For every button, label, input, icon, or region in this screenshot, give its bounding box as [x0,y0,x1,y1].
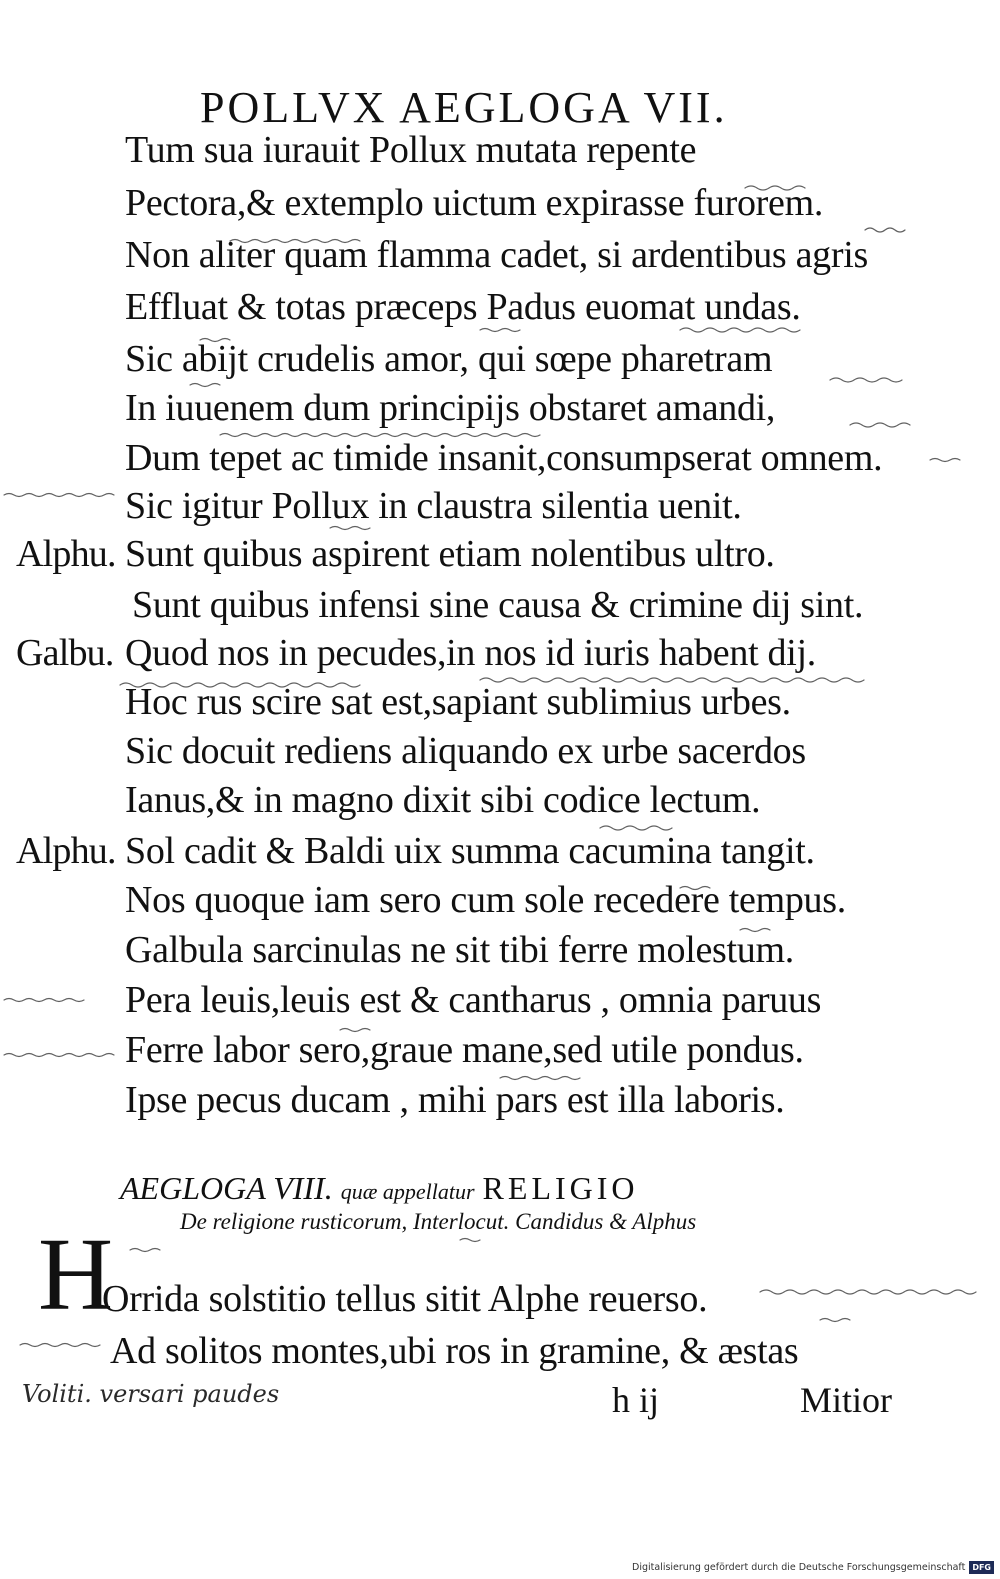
verse-line: Quod nos in pecudes,in nos id iuris habent dij. [125,632,816,674]
verse-line: Sunt quibus aspirent etiam nolentibus ultro. [125,533,775,575]
verse-line: In iuuenem dum principijs obstaret amandi, [125,387,776,429]
verse-line: Ipse pecus ducam , mihi pars est illa laboris. [125,1079,785,1121]
signature-mark: h ij [612,1380,660,1420]
verse-line: Sic docuit rediens aliquando ex urbe sacerdos [125,730,806,772]
handwritten-margin-note: Voliti. versari paudes [22,1380,280,1408]
eclogue-appellatur: quæ appellatur [340,1179,475,1204]
verse-line: Ianus,& in magno dixit sibi codice lectum. [125,779,761,821]
verse-line: Effluat & totas præceps Padus euomat undas. [125,286,801,328]
running-head: POLLVX AEGLOGA VII. [200,83,728,132]
verse-line: Galbula sarcinulas ne sit tibi ferre molestum. [125,929,794,971]
eclogue-first-line: Orrida solstitio tellus sitit Alphe reuerso. [102,1278,708,1320]
verse-line: Tum sua iurauit Pollux mutata repente [125,129,697,171]
eclogue-second-line: Ad solitos montes,ubi ros in gramine, & æstas [110,1330,799,1372]
speaker-label: Alphu. [16,533,116,575]
catchword: Mitior [800,1380,893,1420]
eclogue-subtitle: De religione rusticorum, Interlocut. Candidus & Alphus [180,1209,697,1234]
page-footer [632,1559,994,1575]
speaker-label: Galbu. [16,632,114,674]
dfg-logo: DFG [969,1561,994,1574]
verse-line: Non aliter quam flamma cadet, si ardentibus agris [125,234,868,276]
verse-line: Sol cadit & Baldi uix summa cacumina tangit. [125,830,815,872]
verse-line: Sic igitur Pollux in claustra silentia uenit. [125,485,742,527]
verse-line: Sic abijt crudelis amor, qui sœpe pharetram [125,338,773,380]
speaker-label: Alphu. [16,830,116,872]
verse-line: Pera leuis,leuis est & cantharus , omnia paruus [125,979,822,1021]
drop-initial: H [38,1217,114,1332]
verse-line: Hoc rus scire sat est,sapiant sublimius urbes. [125,681,791,723]
footer-credit: Digitalisierung gefördert durch die Deutsche Forschungsgemeinschaft [632,1561,966,1573]
verse-line: Dum tepet ac timide insanit,consumpserat omnem. [125,437,883,479]
eclogue-name: RELIGIO [482,1170,639,1206]
eclogue-heading [120,1170,900,1210]
verse-line: Sunt quibus infensi sine causa & crimine dij sint. [132,584,864,626]
verse-line: Ferre labor sero,graue mane,sed utile pondus. [125,1029,804,1071]
verse-line: Nos quoque iam sero cum sole recedere tempus. [125,879,846,921]
verse-line: Pectora,& extemplo uictum expirasse furorem. [125,182,824,224]
eclogue-title: AEGLOGA VIII. [120,1170,333,1206]
